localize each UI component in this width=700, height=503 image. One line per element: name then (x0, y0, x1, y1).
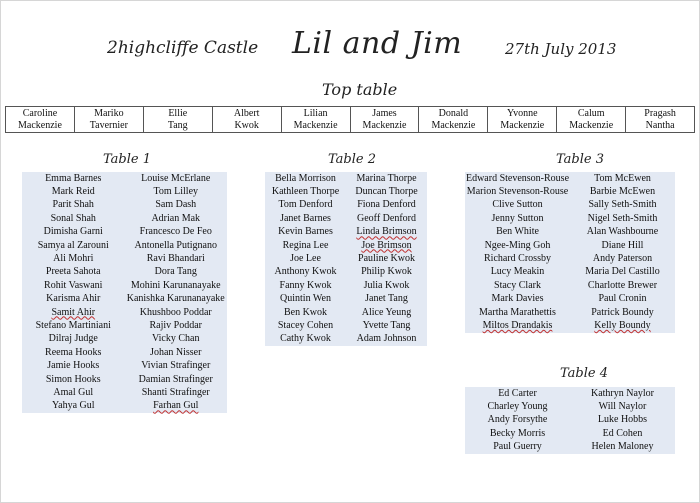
top-table (5, 106, 695, 133)
table-row (465, 319, 675, 332)
table-4-grid (465, 387, 675, 454)
guest-name: Mark Reid (51, 186, 95, 198)
table-row (465, 427, 675, 440)
guest-last-name: Mackenzie (569, 119, 614, 131)
table-row (22, 359, 227, 372)
table-row (22, 279, 227, 292)
table-row (22, 346, 227, 359)
guest-name: Martha Marathettis (479, 306, 556, 318)
table-row (22, 386, 227, 399)
table-row (465, 387, 675, 400)
table-row (22, 333, 227, 346)
table-row (465, 306, 675, 319)
venue-name: 2highcliffe Castle (107, 38, 259, 58)
table-4-label: Table 4 (560, 366, 608, 381)
guest-name: Ali Mohri (53, 253, 94, 265)
guest-last-name: Nantha (645, 119, 675, 131)
guest-name: Joe Lee (290, 253, 321, 265)
table-1-label: Table 1 (103, 152, 151, 167)
guest-name: Paul Cronin (598, 293, 647, 305)
guest-name: Francesco De Feo (139, 226, 212, 238)
table-row (22, 185, 227, 198)
table-row (465, 414, 675, 427)
top-table-guest (557, 107, 626, 132)
guest-name: Julia Kwok (363, 279, 410, 291)
guest-name: Mohini Karunanayake (130, 279, 221, 291)
table-row (22, 319, 227, 332)
table-row (22, 400, 227, 413)
guest-name: Stefano Martiniani (35, 319, 111, 331)
top-table-guest (213, 107, 282, 132)
guest-name: Paul Guerry (493, 441, 542, 453)
guest-name: Emma Barnes (45, 172, 102, 184)
couple-title: Lil and Jim (292, 26, 463, 61)
table-row (265, 266, 427, 279)
table-2-label: Table 2 (328, 152, 376, 167)
guest-name: Marion Stevenson-Rouse (466, 186, 569, 198)
guest-name: Samya al Zarouni (37, 239, 109, 251)
table-row (265, 212, 427, 225)
guest-name: Rajiv Poddar (149, 319, 202, 331)
guest-name: Johan Nisser (150, 346, 202, 358)
table-row (265, 199, 427, 212)
guest-name: Antonella Putignano (134, 239, 217, 251)
guest-name: Charley Young (487, 401, 548, 413)
guest-first-name: Pragash (644, 108, 676, 119)
guest-first-name: Donald (438, 108, 469, 119)
guest-name: Vivian Strafinger (141, 360, 211, 372)
guest-name: Simon Hooks (45, 373, 101, 385)
table-1-grid (22, 172, 227, 413)
guest-name: Samit Ahir (51, 306, 96, 318)
guest-name: Ngee-Ming Goh (484, 239, 551, 251)
guest-name: Philip Kwok (361, 266, 412, 278)
table-row (22, 172, 227, 185)
guest-name: Rohit Vaswani (44, 279, 103, 291)
guest-name: Dimisha Garni (43, 226, 103, 238)
table-row (22, 293, 227, 306)
guest-name: Joe Brimson (361, 239, 412, 251)
guest-last-name: Tang (167, 119, 188, 131)
top-table-guest (282, 107, 351, 132)
table-row (265, 333, 427, 346)
table-row (265, 172, 427, 185)
table-row (465, 293, 675, 306)
guest-last-name: Mackenzie (500, 119, 545, 131)
table-row (465, 226, 675, 239)
guest-name: Pauline Kwok (358, 253, 415, 265)
table-row (22, 239, 227, 252)
guest-last-name: Mackenzie (431, 119, 476, 131)
top-table-guest (6, 107, 75, 132)
guest-last-name: Mackenzie (362, 119, 407, 131)
guest-name: Amal Gul (53, 386, 94, 398)
guest-name: Vicky Chan (152, 333, 200, 345)
guest-last-name: Kwok (234, 119, 259, 131)
table-row (265, 306, 427, 319)
guest-last-name: Mackenzie (293, 119, 338, 131)
guest-name: Richard Crossby (484, 253, 551, 265)
guest-name: Helen Maloney (591, 441, 654, 453)
table-row (22, 266, 227, 279)
guest-name: Parit Shah (52, 199, 94, 211)
guest-name: Luke Hobbs (597, 414, 648, 426)
table-row (465, 199, 675, 212)
table-row (22, 212, 227, 225)
table-row (265, 279, 427, 292)
guest-name: Kelly Boundy (594, 319, 651, 331)
guest-name: Bella Morrison (275, 172, 336, 184)
guest-name: Becky Morris (489, 427, 546, 439)
table-row (465, 172, 675, 185)
guest-name: Fanny Kwok (279, 279, 332, 291)
table-row (22, 306, 227, 319)
guest-name: Louise McErlane (141, 172, 211, 184)
guest-name: Preeta Sahota (45, 266, 101, 278)
guest-name: Janet Barnes (280, 212, 331, 224)
guest-name: Ben Kwok (283, 306, 328, 318)
guest-name: Stacy Clark (494, 279, 541, 291)
table-row (265, 185, 427, 198)
guest-name: Ravi Bhandari (146, 253, 205, 265)
table-3-label: Table 3 (556, 152, 604, 167)
guest-name: Dora Tang (154, 266, 197, 278)
guest-name: Marina Thorpe (356, 172, 417, 184)
top-table-guest (351, 107, 420, 132)
guest-name: Karisma Ahir (46, 293, 101, 305)
table-row (465, 252, 675, 265)
guest-name: Yahya Gul (51, 400, 95, 412)
guest-name: Sally Seth-Smith (588, 199, 657, 211)
guest-name: Kanishka Karunanayake (126, 293, 225, 305)
table-row (265, 319, 427, 332)
guest-name: Patrick Boundy (591, 306, 654, 318)
top-table-guest (488, 107, 557, 132)
guest-name: Andy Paterson (592, 253, 653, 265)
top-table-guest (75, 107, 144, 132)
table-row (465, 441, 675, 454)
guest-name: Charlotte Brewer (587, 279, 658, 291)
guest-name: Jenny Sutton (491, 212, 544, 224)
table-row (265, 252, 427, 265)
guest-name: Linda Brimson (356, 226, 417, 238)
guest-name: Damian Strafinger (138, 373, 213, 385)
guest-name: Tom Lilley (153, 186, 199, 198)
guest-name: Ben White (496, 226, 539, 238)
guest-name: Andy Forsythe (487, 414, 548, 426)
guest-name: Jamie Hooks (47, 360, 100, 372)
top-table-guest (626, 107, 694, 132)
guest-name: Dilraj Judge (48, 333, 98, 345)
guest-name: Farhan Gul (153, 400, 199, 412)
guest-name: Kathleen Thorpe (271, 186, 340, 198)
guest-first-name: Mariko (94, 108, 124, 119)
table-row (465, 239, 675, 252)
guest-name: Edward Stevenson-Rouse (465, 172, 570, 184)
guest-name: Lucy Meakin (490, 266, 545, 278)
guest-name: Reema Hooks (45, 346, 102, 358)
guest-first-name: Lilian (303, 108, 328, 119)
guest-name: Barbie McEwen (589, 186, 656, 198)
guest-name: Khushboo Poddar (139, 306, 212, 318)
top-table-guest (144, 107, 213, 132)
guest-name: Kevin Barnes (278, 226, 333, 238)
guest-name: Sonal Shah (50, 212, 96, 224)
guest-first-name: Caroline (22, 108, 58, 119)
table-row (265, 293, 427, 306)
table-row (465, 266, 675, 279)
guest-name: Adrian Mak (151, 212, 201, 224)
top-table-guest (419, 107, 488, 132)
guest-name: Tom McEwen (594, 172, 651, 184)
table-row (465, 400, 675, 413)
guest-name: Miltos Drandakis (482, 319, 553, 331)
guest-name: Alan Washbourne (586, 226, 659, 238)
guest-last-name: Mackenzie (18, 119, 62, 131)
table-row (465, 212, 675, 225)
guest-name: Clive Sutton (492, 199, 543, 211)
guest-name: Geoff Denford (357, 212, 416, 224)
guest-name: Adam Johnson (356, 333, 417, 345)
guest-name: Janet Tang (365, 293, 408, 305)
guest-first-name: James (372, 108, 397, 119)
guest-name: Maria Del Castillo (585, 266, 660, 278)
guest-first-name: Albert (233, 108, 260, 119)
table-row (22, 226, 227, 239)
guest-name: Ed Cohen (602, 427, 643, 439)
guest-name: Kathryn Naylor (590, 387, 655, 399)
guest-name: Anthony Kwok (274, 266, 337, 278)
table-row (265, 239, 427, 252)
guest-name: Tom Denford (278, 199, 333, 211)
table-row (465, 279, 675, 292)
guest-first-name: Calum (577, 108, 605, 119)
table-row (22, 373, 227, 386)
table-row (22, 252, 227, 265)
guest-name: Quintin Wen (280, 293, 331, 305)
guest-name: Duncan Thorpe (355, 186, 418, 198)
guest-name: Ed Carter (498, 387, 537, 399)
table-row (465, 185, 675, 198)
guest-name: Yvette Tang (362, 319, 411, 331)
guest-name: Sam Dash (155, 199, 197, 211)
table-3-grid (465, 172, 675, 333)
top-table-label: Top table (322, 80, 398, 99)
table-row (22, 199, 227, 212)
wedding-date: 27th July 2013 (505, 40, 617, 58)
guest-name: Diane Hill (601, 239, 644, 251)
table-row (265, 226, 427, 239)
guest-name: Cathy Kwok (280, 333, 331, 345)
guest-name: Alice Yeung (361, 306, 412, 318)
guest-name: Stacey Cohen (277, 319, 334, 331)
guest-name: Shanti Strafinger (141, 386, 210, 398)
guest-last-name: Tavernier (89, 119, 128, 131)
table-2-grid (265, 172, 427, 346)
guest-name: Fiona Denford (357, 199, 416, 211)
guest-first-name: Ellie (168, 108, 188, 119)
guest-name: Nigel Seth-Smith (587, 212, 658, 224)
guest-name: Will Naylor (598, 401, 647, 413)
guest-name: Regina Lee (282, 239, 329, 251)
guest-first-name: Yvonne (506, 108, 538, 119)
guest-name: Mark Davies (491, 293, 544, 305)
